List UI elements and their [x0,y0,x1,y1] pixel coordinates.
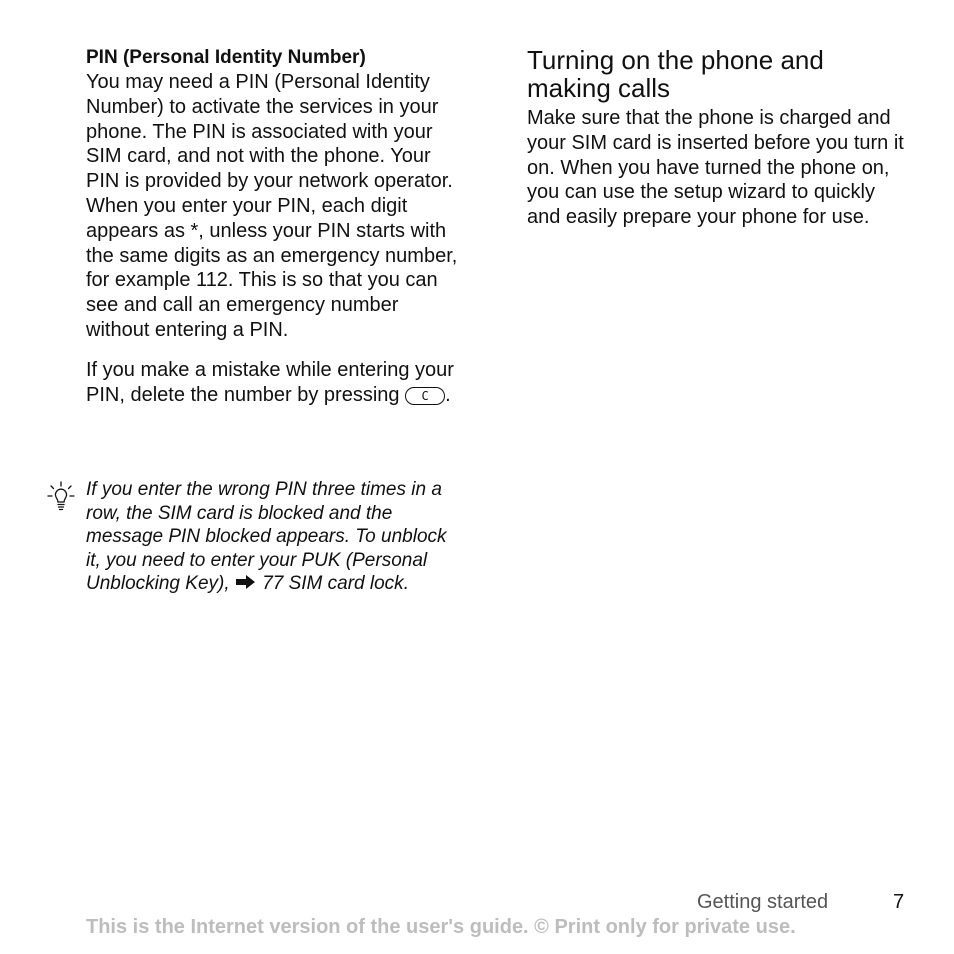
tip-note [86,478,466,596]
tip-reference: 77 SIM card lock [262,573,404,595]
left-column [86,45,466,407]
turning-on-paragraph: Make sure that the phone is charged and your SIM card is inserted before you turn it on. When you have turned the phone on, you can use the setup wizard to quickly and easily prepare your phone for use. [527,107,904,229]
footer-disclaimer: This is the Internet version of the user's guide. © Print only for private use. [86,916,796,938]
tip-text: If you enter the wrong PIN three times in a row, the SIM card is blocked and the message PIN blocked appears. To unblock it, you need to enter your PUK (Personal Unblocking Key), [86,479,447,595]
pin-subheading: PIN (Personal Identity Number) [86,47,366,68]
pin-mistake-end: . [445,383,451,406]
section-heading: Turning on the phone and making calls [527,45,824,103]
pin-mistake-paragraph [86,358,466,408]
c-key-icon: C [405,387,445,405]
arrow-right-icon [235,574,257,590]
pin-paragraph: You may need a PIN (Personal Identity Number) to activate the services in your phone. The PIN is associated with your SIM card, and not with the phone. Your PIN is provided by your network operator. When you enter your PIN, each digit appears as *, unless your PIN starts with the same digits as an emergency number, for example 112. This is so that you can see and call an emergency number without entering a PIN. [86,71,458,341]
tip-text-end: . [403,573,409,595]
page-number: 7 [893,891,905,913]
footer-section-title: Getting started [697,891,829,913]
lightbulb-icon [46,480,76,514]
pin-mistake-text: If you make a mistake while entering your PIN, delete the number by pressing [86,358,454,406]
right-column [527,45,907,230]
